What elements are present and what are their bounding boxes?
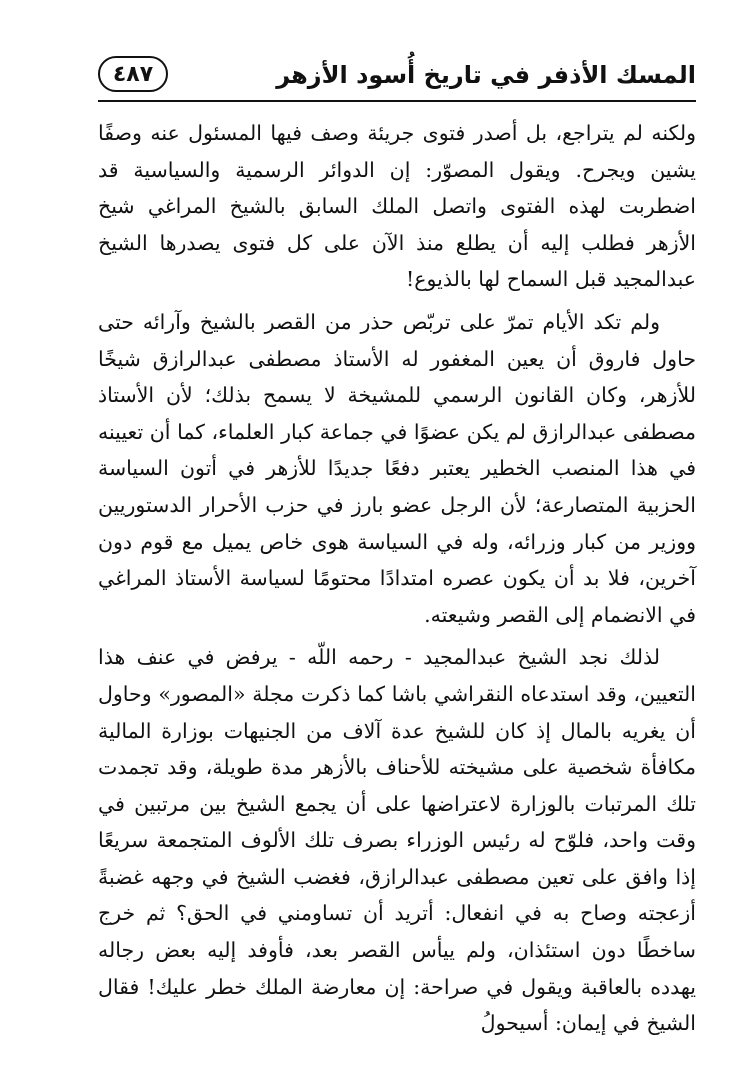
page-header	[98, 48, 696, 102]
paragraph-1: ولكنه لم يتراجع، بل أصدر فتوى جريئة وصف فيها المسئول عنه وصفًا يشين ويجرح. ويقول المصوّر: إن الدوائر الرسمية والسياسية قد اضطربت لهذه الفتوى واتصل الملك السابق بالشيخ المراغي شيخ الأزهر فطلب إليه أن يطلع منذ الآن على كل فتوى يصدرها الشيخ عبدالمجيد قبل السماح لها بالذيوع!	[98, 121, 696, 292]
page-number-badge: ٤٨٧	[98, 56, 168, 92]
header-rule	[98, 100, 696, 102]
page-body	[98, 115, 696, 1042]
paragraph-2: ولم تكد الأيام تمرّ على تربّص حذر من القصر بالشيخ وآرائه حتى حاول فاروق أن يعين المغفور له الأستاذ مصطفى عبدالرازق شيخًا للأزهر، وكان القانون الرسمي للمشيخة لا يسمح بذلك؛ لأن الأستاذ مصطفى عبدالرازق لم يكن عضوًا في جماعة كبار العلماء، كما أن تعيينه في هذا المنصب الخطير يعتبر دفعًا جديدًا للأزهر في أتون السياسة الحزبية المتصارعة؛ لأن الرجل عضو بارز في حزب الأحرار الدستوريين ووزير من كبار وزرائه، وله في السياسة هوى خاص يميل مع قوم دون آخرين، فلا بد أن يكون عصره امتدادًا محتومًا لسياسة الأستاذ المراغي في الانضمام إلى القصر وشيعته.	[98, 309, 696, 627]
paragraph-3: لذلك نجد الشيخ عبدالمجيد - رحمه اللّه - يرفض في عنف هذا التعيين، وقد استدعاه النقراشي باشا كما ذكرت مجلة «المصور» وحاول أن يغريه بالمال إذ كان للشيخ عدة آلاف من الجنيهات بوزارة المالية مكافأة شخصية على مشيخته للأحناف بالأزهر مدة طويلة، وقد تجمدت تلك المرتبات بالوزارة لاعتراضها على أن يجمع الشيخ بين مرتبين في وقت واحد، فلوّح له رئيس الوزراء بصرف تلك الألوف المتجمعة سريعًا إذا وافق على تعين مصطفى عبدالرازق، فغضب الشيخ في وجهه غضبةً أزعجته وصاح به في انفعال: أتريد أن تساومني في الحق؟ ثم خرج ساخطًا دون استئذان، ولم ييأس القصر بعد، فأوفد إليه بعض رجاله يهدده بالعاقبة ويقول في صراحة: إن معارضة الملك خطر عليك! فقال الشيخ في إيمان: أسيحولُ	[98, 645, 696, 1036]
running-title: المسك الأذفر في تاريخ أُسود الأزهر	[276, 61, 696, 89]
